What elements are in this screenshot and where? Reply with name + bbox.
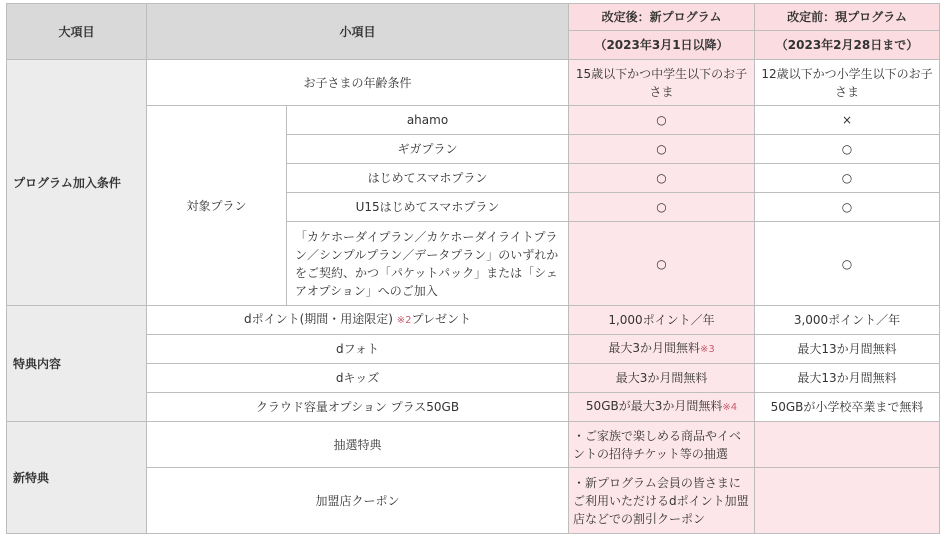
section-label-enrollment: プログラム加入条件 [7,60,147,306]
plan-current-mark: ○ [755,222,940,306]
plan-group-label: 対象プラン [147,106,287,306]
plan-new-mark: ○ [569,222,755,306]
benefit-new [569,393,755,422]
benefit-label: dキッズ [147,364,569,393]
footnote-link[interactable]: ※4 [722,402,738,413]
table-row [7,364,940,393]
plan-current-mark: ○ [755,164,940,193]
plan-new-mark: ○ [569,106,755,135]
table-row [7,60,940,106]
table-row [7,468,940,534]
header-major: 大項目 [7,4,147,60]
benefit-current: 最大13か月間無料 [755,364,940,393]
table-row [7,106,940,135]
program-comparison-table [6,3,940,534]
plan-new-mark: ○ [569,164,755,193]
table-row [7,335,940,364]
new-benefit-new: ・新プログラム会員の皆さまにご利用いただけるdポイント加盟店などでの割引クーポン [569,468,755,534]
plan-current-mark: ○ [755,135,940,164]
comparison-table-wrapper [6,3,940,534]
benefit-current: 最大13か月間無料 [755,335,940,364]
plan-new-mark: ○ [569,135,755,164]
benefit-label [147,306,569,335]
benefit-new-text: 最大3か月間無料 [608,341,700,355]
benefit-label: dフォト [147,335,569,364]
header-row-1 [7,4,940,31]
table-row [7,422,940,468]
header-minor: 小項目 [147,4,569,60]
header-new-date: （2023年3月1日以降） [569,31,755,60]
plan-label: ギガプラン [287,135,569,164]
benefit-new: 最大3か月間無料 [569,364,755,393]
benefit-new [569,335,755,364]
benefit-label-text: dポイント(期間・用途限定) [243,312,397,326]
benefit-current: 3,000ポイント／年 [755,306,940,335]
plan-label: ahamo [287,106,569,135]
section-label-new-benefits: 新特典 [7,422,147,534]
table-row [7,306,940,335]
benefit-new-text: 50GBが最大3か月間無料 [585,399,723,413]
header-current-title: 改定前：現プログラム [755,4,940,31]
footnote-link[interactable]: ※3 [699,344,715,355]
benefit-current: 50GBが小学校卒業まで無料 [755,393,940,422]
new-benefit-label: 加盟店クーポン [147,468,569,534]
benefit-label: クラウド容量オプション プラス50GB [147,393,569,422]
plan-current-mark: ○ [755,193,940,222]
plan-current-mark: × [755,106,940,135]
plan-label: U15はじめてスマホプラン [287,193,569,222]
plan-label-legacy: 「カケホーダイプラン／カケホーダイライトプラン／シンプルプラン／データプラン」のいずれかをご契約、かつ「パケットパック」または「シェアオプション」へのご加入 [287,222,569,306]
benefit-label-suffix: プレゼント [411,312,472,326]
age-condition-current: 12歳以下かつ小学生以下のお子さま [755,60,940,106]
plan-new-mark: ○ [569,193,755,222]
age-condition-new: 15歳以下かつ中学生以下のお子さま [569,60,755,106]
footnote-link[interactable]: ※2 [396,315,412,326]
header-new-title: 改定後：新プログラム [569,4,755,31]
benefit-new: 1,000ポイント／年 [569,306,755,335]
age-condition-label: お子さまの年齢条件 [147,60,569,106]
section-label-benefits: 特典内容 [7,306,147,422]
new-benefit-current [755,468,940,534]
table-row [7,393,940,422]
plan-label: はじめてスマホプラン [287,164,569,193]
new-benefit-label: 抽選特典 [147,422,569,468]
new-benefit-current [755,422,940,468]
header-current-date: （2023年2月28日まで） [755,31,940,60]
new-benefit-new: ・ご家族で楽しめる商品やイベントの招待チケット等の抽選 [569,422,755,468]
